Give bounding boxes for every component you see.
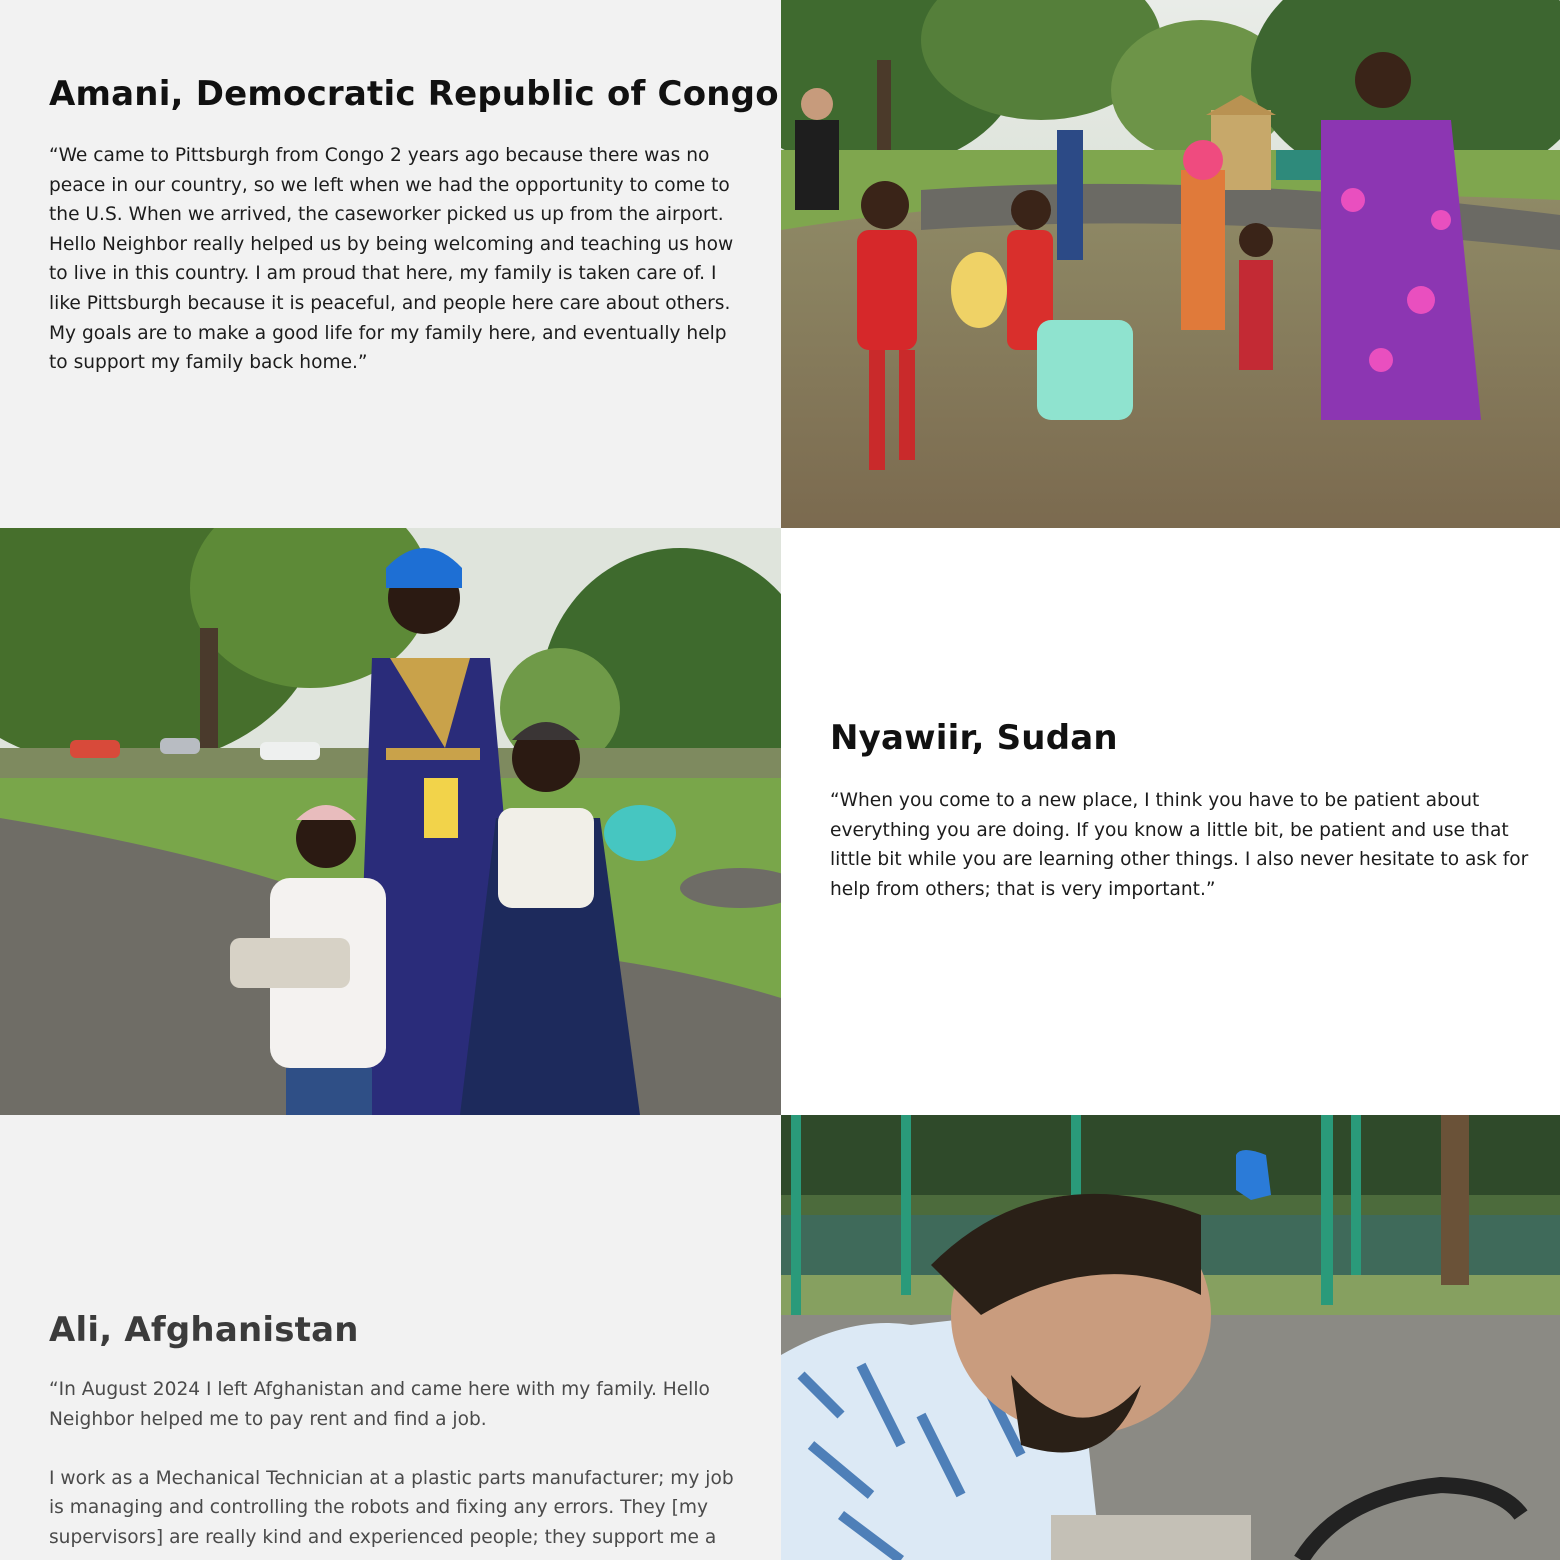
story-title: Amani, Democratic Republic of Congo [49, 74, 779, 114]
story-photo-amani-family-in-park [781, 0, 1560, 528]
story-photo-ali-laughing-in-park [781, 1115, 1560, 1560]
story-title: Ali, Afghanistan [49, 1310, 359, 1350]
story-text-panel [0, 1115, 781, 1560]
quote-paragraph: I work as a Mechanical Technician at a plastic parts manufacturer; my job is managing and controlling the robots and fixing any errors. They [my supervisors] are really kind and experienced people; they support me a [49, 1467, 734, 1548]
quote-paragraph: “In August 2024 I left Afghanistan and came here with my family. Hello Neighbor helped me to pay rent and find a job. [49, 1379, 710, 1430]
story-quote [49, 1375, 739, 1553]
story-ali [0, 1115, 1560, 1560]
story-quote [49, 141, 739, 378]
story-amani [0, 0, 1560, 528]
quote-paragraph: “When you come to a new place, I think you have to be patient about everything you are doing. If you know a little bit, be patient and use that little bit while you are learning other things. I also never hesitate to ask for help from others; that is very important.” [830, 790, 1529, 900]
story-quote [830, 786, 1530, 904]
quote-paragraph: “We came to Pittsburgh from Congo 2 years ago because there was no peace in our country, so we left when we had the opportunity to come to the U.S. When we arrived, the caseworker picked us up from the airport. Hello Neighbor really helped us by being welcoming and teaching us how to live in this country. I am proud that here, my family is taken care of. I like Pittsburgh because it is peaceful, and people here care about others. My goals are to make a good life for my family here, and eventually help to support my family back home.” [49, 145, 734, 374]
story-title: Nyawiir, Sudan [830, 718, 1118, 758]
story-text-panel [781, 528, 1560, 1115]
story-text-panel [0, 0, 781, 528]
story-photo-nyawiir-with-children [0, 528, 781, 1115]
story-nyawiir [0, 528, 1560, 1115]
